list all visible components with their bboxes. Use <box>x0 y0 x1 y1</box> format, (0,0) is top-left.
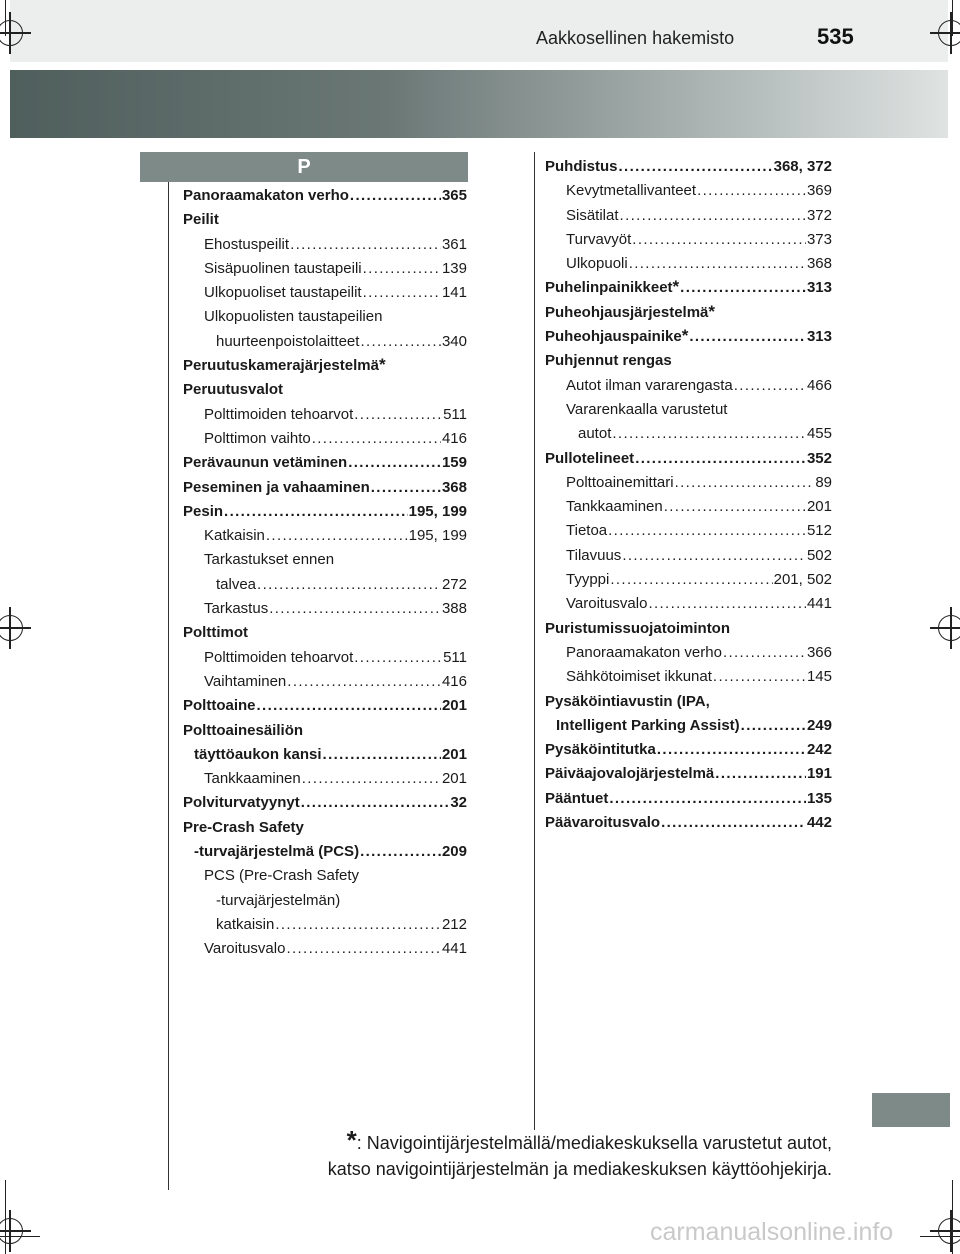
index-entry <box>545 204 832 228</box>
trim-line <box>952 0 953 36</box>
dot-leader <box>354 646 442 670</box>
index-entry <box>183 719 467 743</box>
dot-leader <box>363 281 441 305</box>
index-entry <box>545 374 832 398</box>
dot-leader <box>657 738 806 762</box>
index-entry <box>183 524 467 548</box>
index-entry <box>183 208 467 232</box>
index-term: Polttoainemittari <box>566 473 674 491</box>
index-term: Sisäpuolinen taustapeili <box>204 259 362 277</box>
index-entry <box>183 913 467 937</box>
index-entry <box>545 398 832 422</box>
index-term: katkaisin <box>216 915 275 933</box>
page-reference: 89 <box>815 473 832 491</box>
index-term: Tankkaaminen <box>204 770 301 788</box>
index-term: Polttoainesäiliön <box>183 721 304 739</box>
dot-leader <box>257 694 441 718</box>
page-title: Aakkosellinen hakemisto <box>536 28 735 48</box>
index-entry <box>183 670 467 694</box>
index-term: Sähkötoimiset ikkunat <box>566 668 712 686</box>
dot-leader <box>287 670 441 694</box>
index-term: Katkaisin <box>204 527 265 545</box>
dot-leader <box>363 257 441 281</box>
page-reference: 502 <box>806 546 832 564</box>
watermark: carmanualsonline.info <box>650 1218 894 1246</box>
column-rule <box>168 182 169 1190</box>
index-entry <box>183 451 467 475</box>
page-reference: 242 <box>806 741 832 759</box>
page-reference: 511 <box>443 648 467 666</box>
dot-leader <box>323 743 441 767</box>
dot-leader <box>635 447 806 471</box>
column-divider <box>534 152 535 1130</box>
index-term: Polttimoiden tehoarvot <box>204 405 354 423</box>
index-term: Pre-Crash Safety <box>183 818 304 836</box>
index-entry <box>183 864 467 888</box>
index-entry <box>183 597 467 621</box>
dot-leader <box>350 184 441 208</box>
page-reference: 191 <box>806 765 832 783</box>
index-entry <box>545 519 832 543</box>
dot-leader <box>269 597 441 621</box>
page-reference: 441 <box>806 595 832 613</box>
index-term: Pesin <box>183 502 224 520</box>
dot-leader <box>275 913 441 937</box>
index-term: Varoitusvalo <box>566 595 648 613</box>
page-reference: 512 <box>806 522 832 540</box>
registration-mark-icon <box>938 615 960 641</box>
header-bar <box>10 0 948 62</box>
index-entry <box>183 743 467 767</box>
index-entry <box>545 228 832 252</box>
footnote-text-1: : Navigointijärjestelmällä/mediakeskuksella varustetut autot, <box>356 1133 832 1153</box>
index-term: Tankkaaminen <box>566 498 663 516</box>
registration-mark-icon <box>0 1218 23 1244</box>
page-reference: 135 <box>806 789 832 807</box>
header-banner <box>10 70 948 138</box>
index-entry <box>183 427 467 451</box>
dot-leader <box>689 325 806 349</box>
index-term: Varoitusvalo <box>204 940 286 958</box>
index-entry <box>183 500 467 524</box>
dot-leader <box>620 204 806 228</box>
page-reference: 369 <box>806 182 832 200</box>
page-reference: 141 <box>441 284 467 302</box>
dot-leader <box>723 641 806 665</box>
index-term: Tarkastukset ennen <box>204 551 335 569</box>
page-reference: 249 <box>806 716 832 734</box>
dot-leader <box>609 787 806 811</box>
page-reference: 201 <box>441 745 467 763</box>
index-term: Turvavyöt <box>566 230 632 248</box>
index-entry <box>545 447 832 471</box>
dot-leader <box>286 937 441 961</box>
dot-leader <box>741 714 806 738</box>
index-entry <box>183 694 467 718</box>
page-reference: 201 <box>806 498 832 516</box>
dot-leader <box>619 155 773 179</box>
page-reference: 372 <box>806 206 832 224</box>
index-entry <box>183 257 467 281</box>
index-entry <box>183 233 467 257</box>
dot-leader <box>734 374 806 398</box>
index-term: Polttimoiden tehoarvot <box>204 648 354 666</box>
index-term: Polttoaine <box>183 697 256 715</box>
trim-line <box>920 1236 960 1237</box>
page-reference: 313 <box>806 279 832 297</box>
index-term: Pysäköintiavustin (IPA, <box>545 692 710 710</box>
dot-leader <box>612 422 806 446</box>
index-term: Puristumissuojatoiminton <box>545 619 731 637</box>
page-reference: 159 <box>441 454 467 472</box>
page-reference: 340 <box>441 332 467 350</box>
index-entry <box>545 738 832 762</box>
dot-leader <box>648 592 806 616</box>
index-entry <box>545 544 832 568</box>
index-entry <box>545 495 832 519</box>
index-entry <box>545 690 832 714</box>
dot-leader <box>632 228 806 252</box>
index-term: Peruutuskamerajärjestelmä <box>183 357 379 375</box>
index-entry <box>183 621 467 645</box>
index-term: -turvajärjestelmä (PCS) <box>194 843 360 861</box>
index-term: Ulkopuoli <box>566 255 628 273</box>
index-term: Peilit <box>183 211 219 229</box>
index-term: Tietoa <box>566 522 608 540</box>
index-term: Pääntuet <box>545 789 609 807</box>
index-entry <box>183 573 467 597</box>
page-reference: 442 <box>806 814 832 832</box>
dot-leader <box>301 791 450 815</box>
index-entry: Peruutuskamerajärjestelmä * <box>183 354 467 378</box>
dot-leader <box>302 767 441 791</box>
dot-leader <box>360 840 441 864</box>
dot-leader <box>257 573 441 597</box>
index-entry <box>545 252 832 276</box>
index-entry <box>183 476 467 500</box>
index-entry <box>183 403 467 427</box>
footnote-line-1 <box>240 1125 832 1156</box>
page-reference: 195, 199 <box>408 527 467 545</box>
dot-leader <box>713 665 806 689</box>
index-term: Puhdistus <box>545 158 618 175</box>
page-reference: 272 <box>441 575 467 593</box>
index-term: Päävaroitusvalo <box>545 814 661 832</box>
index-term: Pysäköintitutka <box>545 741 656 759</box>
page-reference: 511 <box>443 405 467 423</box>
index-term: Autot ilman vararengasta <box>566 376 733 394</box>
index-term: Ulkopuoliset taustapeilit <box>204 284 362 302</box>
index-term: Ehostuspeilit <box>204 235 290 253</box>
dot-leader <box>371 476 441 500</box>
trim-line <box>5 1180 6 1254</box>
index-entry <box>183 889 467 913</box>
page-reference: 145 <box>806 668 832 686</box>
page-reference: 455 <box>806 425 832 443</box>
index-entry <box>545 641 832 665</box>
page-reference: 139 <box>441 259 467 277</box>
index-entry: Puheohjausjärjestelmä * <box>545 301 832 325</box>
dot-leader <box>629 252 806 276</box>
footnote-marker: * <box>346 1125 357 1155</box>
index-term: Päiväajovalojärjestelmä <box>545 765 715 783</box>
dot-leader <box>675 471 815 495</box>
dot-leader <box>360 330 441 354</box>
index-entry <box>545 155 832 179</box>
registration-mark-icon <box>0 615 23 641</box>
index-entry <box>183 378 467 402</box>
page-reference: 32 <box>450 794 467 812</box>
dot-leader <box>610 568 772 592</box>
dot-leader <box>290 233 441 257</box>
index-entry: Puhelinpainikkeet * . . . 313 <box>545 276 832 300</box>
dot-leader <box>664 495 806 519</box>
index-entry <box>545 592 832 616</box>
index-entry <box>545 349 832 373</box>
index-term: täyttöaukon kansi <box>194 745 322 763</box>
page-reference: 201 <box>441 770 467 788</box>
index-entry <box>183 767 467 791</box>
index-term: talvea <box>216 575 257 593</box>
trim-line <box>952 1180 953 1254</box>
index-entry <box>545 665 832 689</box>
index-column-right <box>545 155 832 835</box>
index-term: Sisätilat <box>566 206 619 224</box>
index-term: -turvajärjestelmän) <box>216 891 341 909</box>
index-column-left <box>183 184 467 962</box>
index-term: autot <box>578 425 612 443</box>
page-reference: 368 <box>441 478 467 496</box>
index-term: PCS (Pre-Crash Safety <box>204 867 360 885</box>
index-entry <box>183 548 467 572</box>
index-entry <box>545 811 832 835</box>
page-reference: 416 <box>441 429 467 447</box>
dot-leader <box>608 519 806 543</box>
index-entry <box>183 646 467 670</box>
index-entry: Puheohjauspainike * . . . 313 <box>545 325 832 349</box>
index-term: Tarkastus <box>204 600 269 618</box>
page-reference: 373 <box>806 230 832 248</box>
index-entry <box>183 305 467 329</box>
section-letter-header: P <box>140 152 468 182</box>
index-term: Tilavuus <box>566 546 622 564</box>
index-term: Puheohjausjärjestelmä <box>545 303 709 321</box>
index-term: Puhjennut rengas <box>545 352 672 370</box>
chapter-tab <box>872 1093 950 1127</box>
index-entry <box>183 937 467 961</box>
dot-leader <box>266 524 408 548</box>
page-reference: 368, 372 <box>773 158 832 175</box>
dot-leader <box>348 451 441 475</box>
trim-line <box>5 0 6 36</box>
index-term: Polttimot <box>183 624 248 642</box>
index-term: Puheohjauspainike <box>545 328 682 346</box>
index-term: Ulkopuolisten taustapeilien <box>204 308 383 326</box>
index-entry <box>545 714 832 738</box>
index-term: Pullotelineet <box>545 449 635 467</box>
dot-leader <box>622 544 806 568</box>
index-entry <box>183 791 467 815</box>
page-reference: 209 <box>441 843 467 861</box>
index-term: huurteenpoistolaitteet <box>216 332 360 350</box>
page-reference: 416 <box>441 672 467 690</box>
index-entry <box>545 787 832 811</box>
page-reference: 365 <box>441 187 467 204</box>
page-number: 535 <box>817 24 854 49</box>
index-entry <box>183 816 467 840</box>
trim-line <box>0 1236 40 1237</box>
registration-mark-icon <box>938 1218 960 1244</box>
page-reference: 195, 199 <box>408 502 467 520</box>
index-term: Perävaunun vetäminen <box>183 454 348 472</box>
index-term: Peruutusvalot <box>183 381 284 399</box>
index-entry <box>183 184 467 208</box>
page-reference: 466 <box>806 376 832 394</box>
footnote <box>240 1125 832 1182</box>
footnote-line-2: katso navigointijärjestelmän ja mediakeskuksen käyttöohjekirja. <box>327 1159 832 1179</box>
page-reference: 352 <box>806 449 832 467</box>
page-reference: 212 <box>441 915 467 933</box>
index-entry <box>183 840 467 864</box>
index-entry <box>545 568 832 592</box>
dot-leader <box>697 179 806 203</box>
page-reference: 441 <box>441 940 467 958</box>
dot-leader <box>680 276 806 300</box>
index-entry <box>183 330 467 354</box>
index-term: Vaihtaminen <box>204 672 287 690</box>
index-entry <box>545 617 832 641</box>
index-entry <box>545 471 832 495</box>
page-reference: 201, 502 <box>773 571 832 589</box>
index-term: Peseminen ja vahaaminen <box>183 478 370 496</box>
index-entry <box>183 281 467 305</box>
index-term: Polviturvatyynyt <box>183 794 300 812</box>
dot-leader <box>661 811 806 835</box>
index-term: Panoraamakaton verho <box>183 187 349 204</box>
index-term: Intelligent Parking Assist) <box>556 716 740 734</box>
index-entry <box>545 179 832 203</box>
registration-mark-icon <box>938 20 960 46</box>
page-reference: 361 <box>441 235 467 253</box>
index-term: Vararenkaalla varustetut <box>566 400 728 418</box>
index-term: Polttimon vaihto <box>204 429 311 447</box>
index-term: Panoraamakaton verho <box>566 643 722 661</box>
index-term: Tyyppi <box>566 571 610 589</box>
page-reference: 366 <box>806 643 832 661</box>
page-reference: 201 <box>441 697 467 715</box>
dot-leader <box>224 500 408 524</box>
page-reference: 313 <box>806 328 832 346</box>
page-reference: 388 <box>441 600 467 618</box>
dot-leader <box>312 427 441 451</box>
dot-leader <box>715 762 806 786</box>
index-entry <box>545 422 832 446</box>
page-reference: 368 <box>806 255 832 273</box>
index-term: Puhelinpainikkeet <box>545 279 673 297</box>
index-entry <box>545 762 832 786</box>
index-term: Kevytmetallivanteet <box>566 182 697 200</box>
dot-leader <box>354 403 442 427</box>
